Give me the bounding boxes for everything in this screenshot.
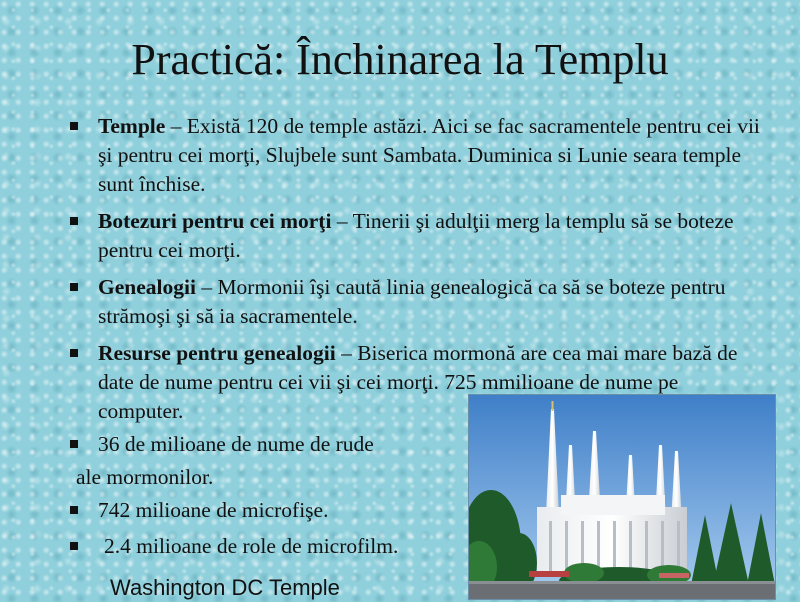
- bullet-text: 36 de milioane de nume de rude: [98, 432, 374, 456]
- bullet-heading: Genealogii: [98, 275, 196, 299]
- bullet-item: [62, 273, 762, 331]
- square-bullet-icon: [70, 440, 78, 448]
- square-bullet-icon: [70, 283, 78, 291]
- photo-caption: Washington DC Temple: [110, 575, 340, 600]
- slide-title: Practică: Închinarea la Templu: [131, 35, 669, 84]
- temple-photo: [468, 394, 776, 600]
- square-bullet-icon: [70, 217, 78, 225]
- bullet-continuation: ale mormonilor.: [76, 465, 214, 489]
- bullet-text: – Mormonii îşi caută linia genealogică ca să se boteze pentru strămoşi şi să ia sacramentele.: [98, 275, 726, 328]
- bullet-text: 2.4 milioane de role de microfilm.: [104, 534, 399, 558]
- bullet-heading: Resurse pentru genealogii: [98, 341, 336, 365]
- bullet-text: – Tinerii şi adulţii merg la templu să se boteze pentru cei morţi.: [98, 209, 734, 262]
- square-bullet-icon: [70, 122, 78, 130]
- bullet-item: [62, 112, 762, 199]
- bullet-text: – Biserica mormonă are cea mai mare bază de date de nume pentru cei vii şi cei morţi. 725 mmilioane de nume pe computer.: [98, 341, 738, 423]
- square-bullet-icon: [70, 506, 78, 514]
- bullet-heading: Botezuri pentru cei morţi: [98, 209, 332, 233]
- square-bullet-icon: [70, 349, 78, 357]
- square-bullet-icon: [70, 542, 78, 550]
- bullet-text: 742 milioane de microfişe.: [98, 498, 329, 522]
- bullet-text: – Există 120 de temple astăzi. Aici se fac sacramentele pentru cei vii şi pentru cei morţi, Slujbele sunt Sambata. Duminica si Lunie seara temple sunt închise.: [98, 114, 760, 196]
- bullet-item: [62, 207, 762, 265]
- bullet-heading: Temple: [98, 114, 166, 138]
